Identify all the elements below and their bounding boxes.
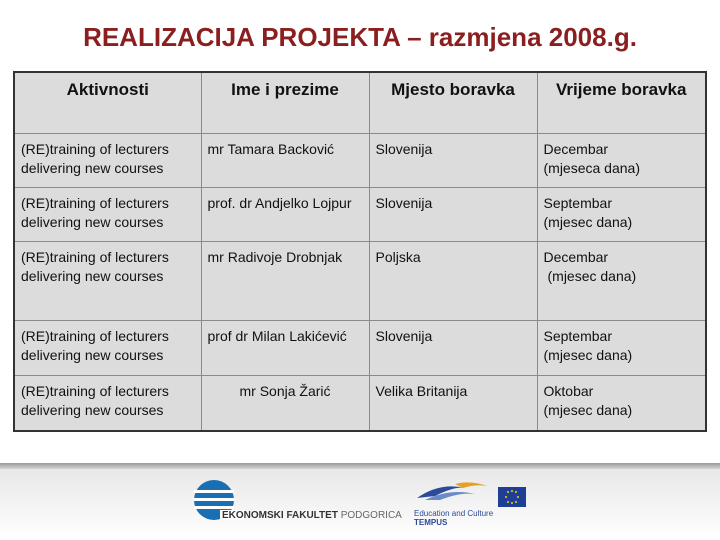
tempus-swoosh-icon <box>415 478 495 508</box>
time-cell <box>537 242 706 321</box>
place-cell: Velika Britanija <box>369 376 537 432</box>
name-cell: mr Sonja Žarić <box>201 376 369 432</box>
place-cell: Slovenija <box>369 134 537 188</box>
table-row <box>14 376 706 432</box>
place-cell: Poljska <box>369 242 537 321</box>
edu-line2: TEMPUS <box>414 518 448 527</box>
table-row <box>14 321 706 376</box>
table-row <box>14 242 706 321</box>
time-cell <box>537 134 706 188</box>
faculty-name-bold: EKONOMSKI FAKULTET <box>222 510 338 521</box>
header-mjesto-boravka: Mjesto boravka <box>369 72 537 134</box>
activity-cell: (RE)training of lecturers delivering new courses <box>14 376 201 432</box>
time-duration: (mjesec dana) <box>547 268 637 284</box>
activity-cell: (RE)training of lecturers delivering new courses <box>14 188 201 242</box>
table-header-row <box>14 72 706 134</box>
page-title: REALIZACIJA PROJEKTA – razmjena 2008.g. <box>83 22 637 52</box>
time-month: Septembar <box>543 195 612 211</box>
header-vrijeme-boravka: Vrijeme boravka <box>537 72 706 134</box>
time-month: Oktobar <box>543 383 594 399</box>
time-duration: (mjeseca dana) <box>543 160 640 176</box>
time-cell <box>537 321 706 376</box>
project-table <box>13 71 707 432</box>
name-cell: mr Tamara Backović <box>201 134 369 188</box>
time-duration: (mjesec dana) <box>543 347 633 363</box>
faculty-city: PODGORICA <box>340 510 402 521</box>
place-cell: Slovenija <box>369 321 537 376</box>
edu-culture-text <box>414 509 493 527</box>
time-cell <box>537 376 706 432</box>
header-aktivnosti: Aktivnosti <box>14 72 201 134</box>
header-ime-prezime: Ime i prezime <box>201 72 369 134</box>
activity-cell: (RE)training of lecturers delivering new courses <box>14 134 201 188</box>
time-duration: (mjesec dana) <box>543 402 633 418</box>
activity-cell: (RE)training of lecturers delivering new courses <box>14 321 201 376</box>
name-cell: prof. dr Andjelko Lojpur <box>201 188 369 242</box>
name-cell: prof dr Milan Lakićević <box>201 321 369 376</box>
table-row <box>14 188 706 242</box>
name-cell: mr Radivoje Drobnjak <box>201 242 369 321</box>
time-month: Decembar <box>543 141 609 157</box>
place-cell: Slovenija <box>369 188 537 242</box>
time-duration: (mjesec dana) <box>543 214 633 230</box>
time-month: Septembar <box>543 328 612 344</box>
eu-flag-icon <box>498 487 526 507</box>
edu-line1: Education and Culture <box>414 509 494 518</box>
activity-cell: (RE)training of lecturers delivering new courses <box>14 242 201 321</box>
time-month: Decembar <box>543 249 609 265</box>
faculty-logo-icon <box>190 476 370 534</box>
faculty-name <box>222 510 402 521</box>
time-cell <box>537 188 706 242</box>
table-row <box>14 134 706 188</box>
